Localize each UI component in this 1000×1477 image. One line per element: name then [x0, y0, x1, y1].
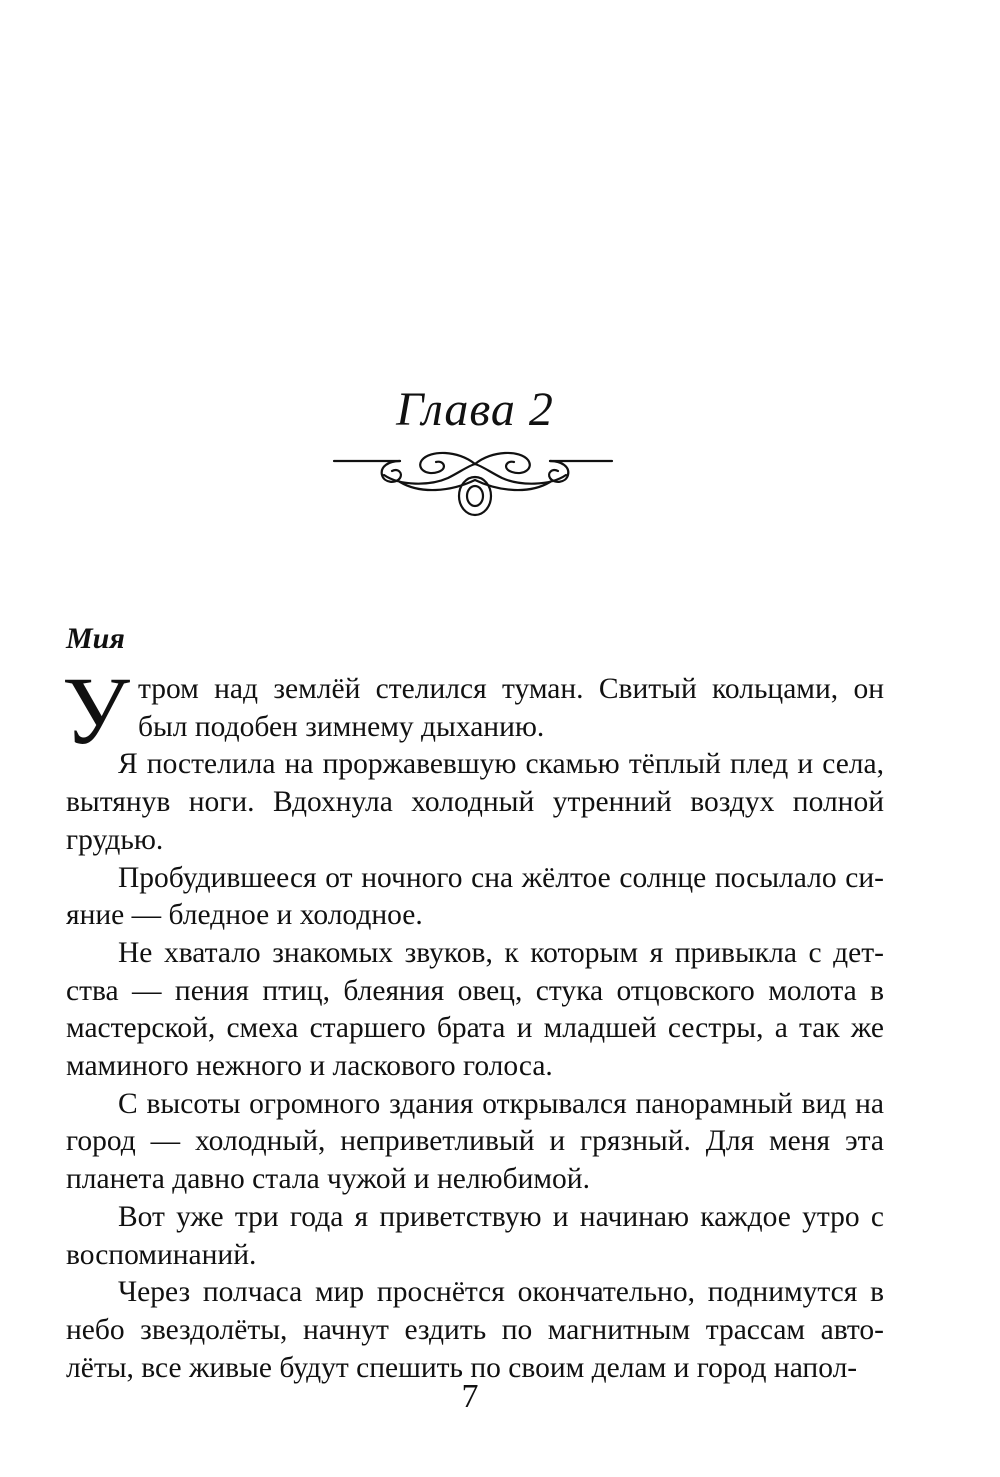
paragraph: С высоты огромного здания открывался панорамный вид на город — холодный, неприветливый и грязный. Для меня эта планета давно стала чужой и нелюбимой.: [66, 1087, 884, 1196]
flourish-divider-icon: [330, 442, 620, 522]
page-number: 7: [461, 1378, 479, 1415]
paragraph: Вот уже три года я приветствую и начинаю каждое утро с воспоминаний.: [66, 1200, 884, 1271]
narrator-name: Мия: [66, 622, 125, 655]
chapter-body: [62, 657, 884, 1387]
paragraph: Я постелила на проржавевшую скамью тёплый плед и села, вытянув ноги. Вдохнула холодный утренний воздух полной грудью.: [66, 748, 884, 856]
chapter-title: Глава 2: [396, 383, 554, 436]
paragraph-text: тром над землёй стелился туман. Свитый кольцами, он был подобен зимнему дыханию.: [137, 673, 884, 743]
paragraph: [62, 657, 884, 764]
paragraph: Через полчаса мир проснётся окончательно, поднимутся в небо звездолёты, начнут ездить по магнитным трассам автолёты, все живые будут спешить по своим делам и город напол-: [66, 1276, 884, 1384]
drop-cap: У: [62, 657, 130, 764]
paragraph: Не хватало знакомых звуков, к которым я привыкла с детства — пения птиц, блеяния овец, стука отцовского молота в мастерской, смеха старшего брата и младшей сестры, а так же маминого нежного и ласкового голоса.: [66, 936, 884, 1083]
paragraph: Пробудившееся от ночного сна жёлтое солнце посылало сияние — бледное и холодное.: [66, 861, 884, 932]
